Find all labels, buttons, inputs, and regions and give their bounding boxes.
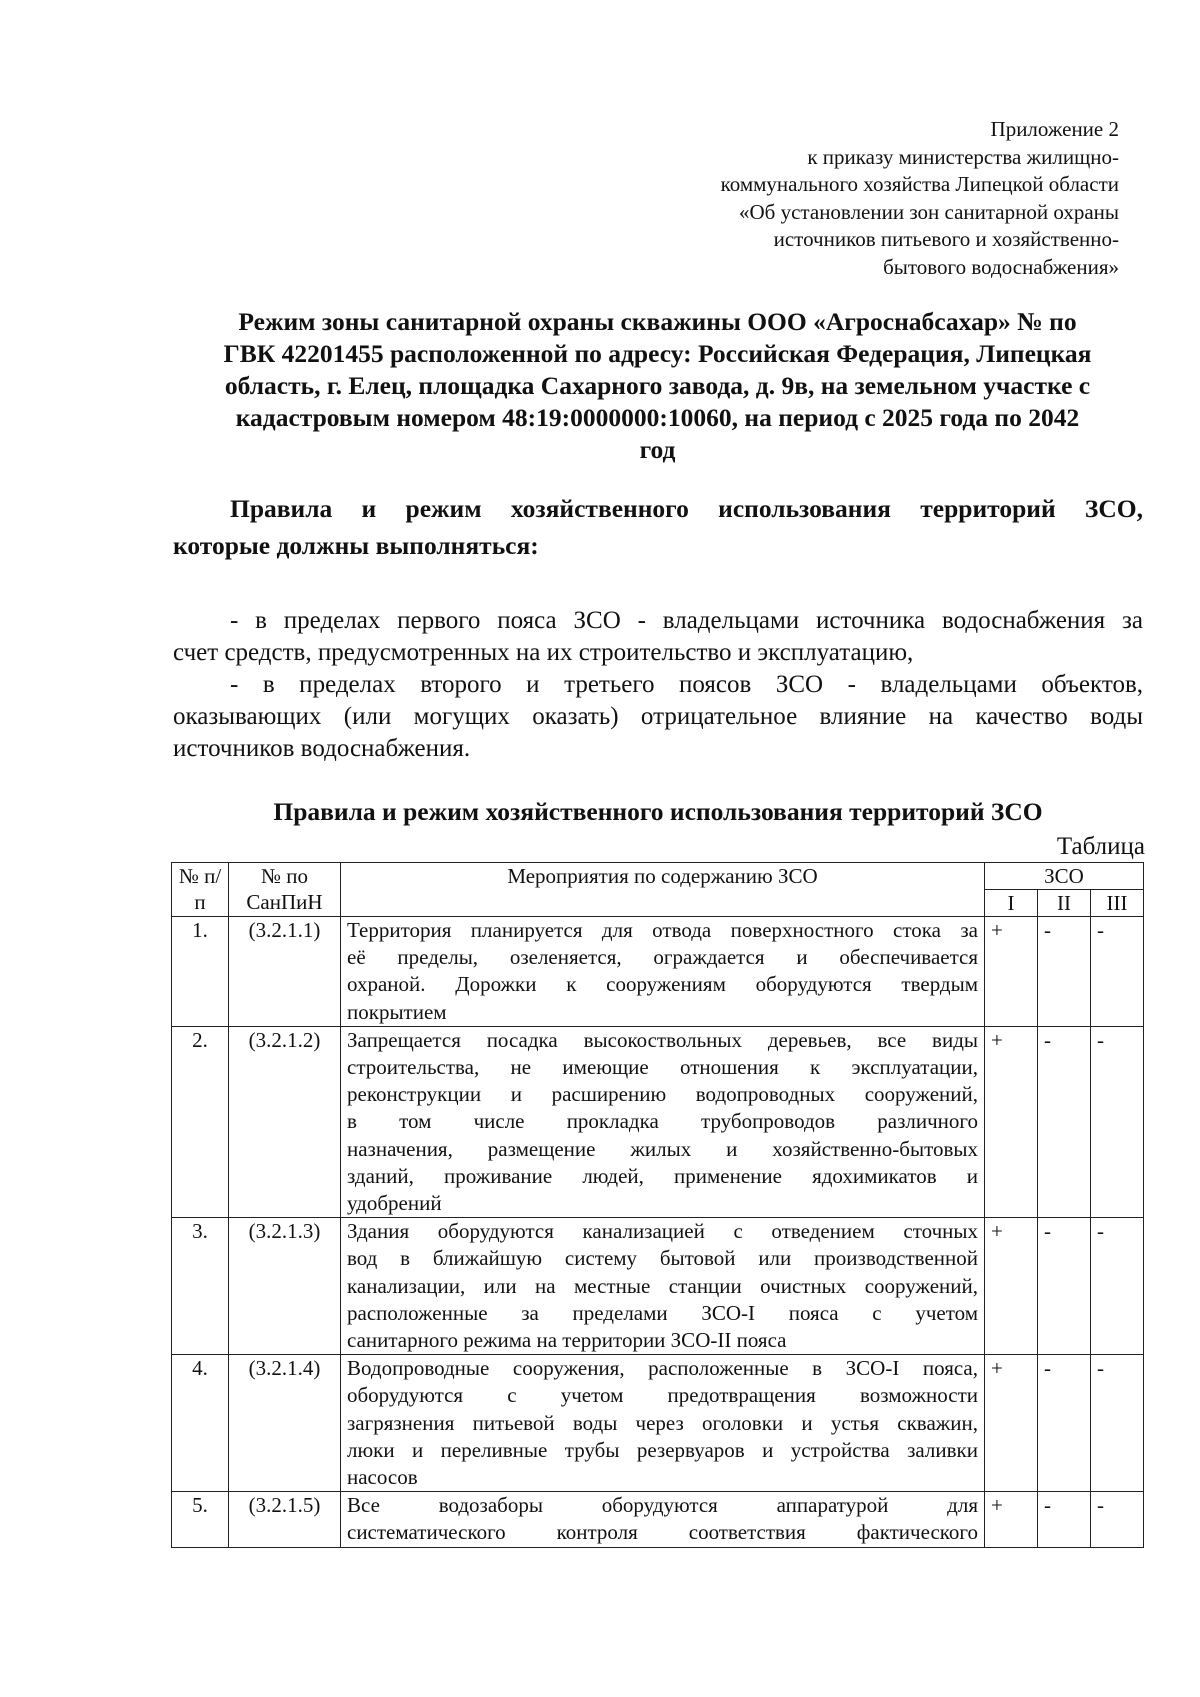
measure-line: расположенные за пределами ЗСО-I пояса с учетом <box>347 1300 978 1325</box>
table-row <box>172 1026 1144 1217</box>
measure-line: зданий, проживание людей, применение ядохимикатов и <box>347 1163 978 1188</box>
document-title <box>170 306 1145 466</box>
measure-line: реконструкции и расширению водопроводных сооружений, <box>347 1082 978 1107</box>
appendix-line: к приказу министерства жилищно- <box>807 144 1119 169</box>
measure-line: Здания оборудуются канализацией с отведением сточных <box>347 1219 978 1244</box>
measure-line: Запрещается посадка высокоствольных деревьев, все виды <box>347 1027 978 1052</box>
paragraph-second-third-zone <box>173 669 1143 765</box>
measure-line: назначения, размещение жилых и хозяйственно-бытовых <box>347 1136 978 1161</box>
table-label: Таблица <box>1056 833 1145 860</box>
rules-heading-line: которые должны выполняться: <box>173 531 539 560</box>
row-zone-2: - <box>1038 1355 1091 1492</box>
row-zone-3: - <box>1091 1492 1144 1547</box>
row-zone-3: - <box>1091 1026 1144 1217</box>
row-measure <box>341 1026 985 1217</box>
table-row <box>172 1355 1144 1492</box>
row-zone-1: + <box>985 1492 1038 1547</box>
measure-line: канализации, или на местные станции очистных сооружений, <box>347 1273 978 1298</box>
paragraph-line: - в пределах первого пояса ЗСО - владельцами источника водоснабжения за <box>230 607 1143 634</box>
measure-line: Водопроводные сооружения, расположенные в ЗСО-I пояса, <box>347 1356 978 1381</box>
table-row <box>172 1492 1144 1547</box>
row-num: 5. <box>172 1492 229 1547</box>
appendix-line: Приложение 2 <box>990 117 1119 141</box>
measure-line: люки и переливные трубы резервуаров и устройства заливки <box>347 1437 978 1462</box>
row-zone-2: - <box>1038 1026 1091 1217</box>
measure-line: вод в ближайшую систему бытовой или производственной <box>347 1246 978 1271</box>
rules-table <box>171 862 1144 1548</box>
appendix-line: бытового водоснабжения» <box>883 254 1119 279</box>
title-line: Режим зоны санитарной охраны скважины ООО «Агроснабсахар» № по <box>238 307 1077 336</box>
measure-line: её пределы, озеленяется, ограждается и обеспечивается <box>347 945 978 970</box>
rules-heading <box>173 490 1143 564</box>
header-zone-2: II <box>1038 890 1091 917</box>
row-zone-3: - <box>1091 917 1144 1027</box>
header-zso: ЗСО <box>985 863 1144 890</box>
row-zone-3: - <box>1091 1218 1144 1355</box>
measure-line: Все водозаборы оборудуются аппаратурой для <box>347 1493 978 1518</box>
row-code: (3.2.1.1) <box>229 917 341 1027</box>
row-code: (3.2.1.4) <box>229 1355 341 1492</box>
row-measure <box>341 1492 985 1547</box>
header-code: № по СанПиН <box>229 863 341 917</box>
header-measures: Мероприятия по содержанию ЗСО <box>341 863 985 917</box>
measure-line: покрытием <box>347 999 447 1024</box>
table-row <box>172 917 1144 1027</box>
row-zone-2: - <box>1038 1492 1091 1547</box>
header-zone-1: I <box>985 890 1038 917</box>
row-zone-1: + <box>985 917 1038 1027</box>
table-row <box>172 1218 1144 1355</box>
measure-line: Территория планируется для отвода поверхностного стока за <box>347 918 978 942</box>
title-line: ГВК 42201455 расположенной по адресу: Российская Федерация, Липецкая <box>223 339 1092 368</box>
measure-line: санитарного режима на территории ЗСО-II пояса <box>347 1328 787 1353</box>
row-num: 3. <box>172 1218 229 1355</box>
row-num: 4. <box>172 1355 229 1492</box>
measure-line: загрязнения питьевой воды через оголовки и устья скважин, <box>347 1410 978 1435</box>
row-code: (3.2.1.5) <box>229 1492 341 1547</box>
appendix-line: источников питьевого и хозяйственно- <box>773 227 1119 251</box>
appendix-block <box>599 116 1119 281</box>
paragraph-line: источников водоснабжения. <box>173 735 471 762</box>
row-num: 1. <box>172 917 229 1027</box>
measure-line: в том числе прокладка трубопроводов различного <box>347 1109 978 1134</box>
title-line: область, г. Елец, площадка Сахарного завода, д. 9в, на земельном участке с <box>224 371 1091 400</box>
measure-line: насосов <box>347 1465 418 1490</box>
row-zone-1: + <box>985 1026 1038 1217</box>
row-measure <box>341 1218 985 1355</box>
row-zone-1: + <box>985 1355 1038 1492</box>
paragraph-line: оказывающих (или могущих оказать) отрицательное влияние на качество воды <box>173 703 1143 730</box>
row-zone-2: - <box>1038 1218 1091 1355</box>
header-num: № п/п <box>172 863 229 917</box>
row-measure <box>341 1355 985 1492</box>
row-zone-1: + <box>985 1218 1038 1355</box>
paragraph-line: - в пределах второго и третьего поясов ЗСО - владельцами объектов, <box>230 671 1143 698</box>
row-code: (3.2.1.2) <box>229 1026 341 1217</box>
title-line: год <box>639 435 676 464</box>
row-measure <box>341 917 985 1027</box>
measure-line: удобрений <box>347 1191 442 1216</box>
row-zone-2: - <box>1038 917 1091 1027</box>
table-title: Правила и режим хозяйственного использования территорий ЗСО <box>273 797 1043 826</box>
title-line: кадастровым номером 48:19:0000000:10060, на период с 2025 года по 2042 <box>235 403 1080 432</box>
row-zone-3: - <box>1091 1355 1144 1492</box>
appendix-line: коммунального хозяйства Липецкой области <box>720 172 1119 196</box>
header-zone-3: III <box>1091 890 1144 917</box>
measure-line: оборудуются с учетом предотвращения возможности <box>347 1383 978 1408</box>
table-header-row <box>172 863 1144 890</box>
appendix-line: «Об установлении зон санитарной охраны <box>739 199 1119 224</box>
body-paragraphs <box>173 605 1143 765</box>
row-num: 2. <box>172 1026 229 1217</box>
measure-line: систематического контроля соответствия фактического <box>347 1520 978 1545</box>
measure-line: строительства, не имеющие отношения к эксплуатации, <box>347 1055 978 1080</box>
paragraph-first-zone <box>173 605 1143 669</box>
measure-line: охраной. Дорожки к сооружениям оборудуются твердым <box>347 972 978 997</box>
paragraph-line: счет средств, предусмотренных на их строительство и эксплуатацию, <box>173 639 914 666</box>
rules-heading-line: Правила и режим хозяйственного использования территорий ЗСО, <box>230 494 1143 523</box>
row-code: (3.2.1.3) <box>229 1218 341 1355</box>
